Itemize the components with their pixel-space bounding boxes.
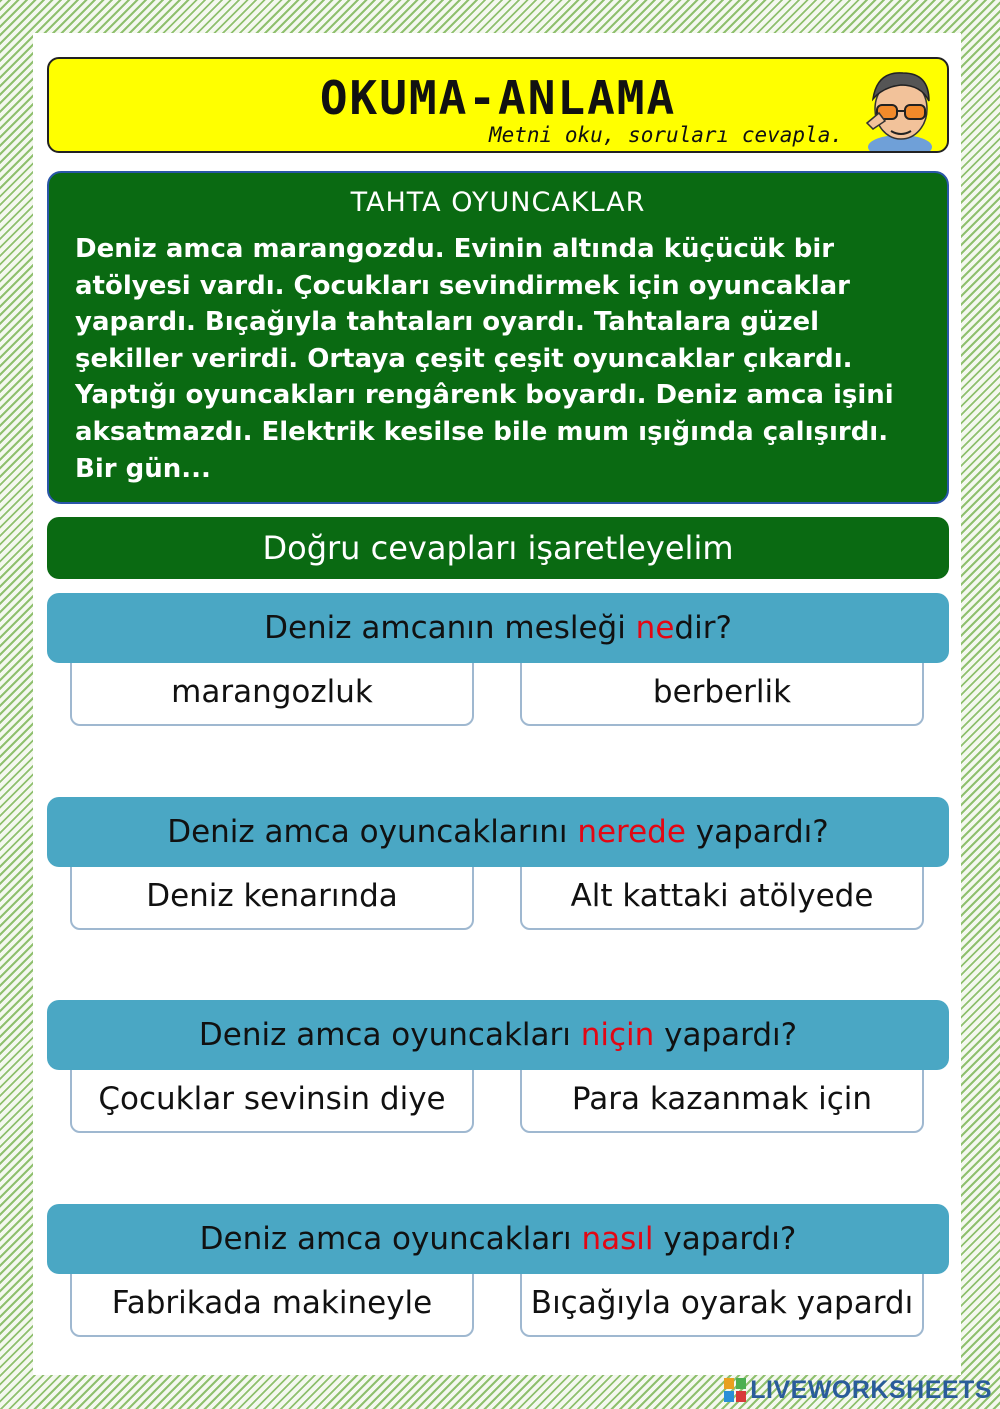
answer-option-1b[interactable]: berberlik <box>520 653 924 726</box>
answer-option-4a[interactable]: Fabrikada makineyle <box>70 1264 474 1337</box>
answer-option-3a[interactable]: Çocuklar sevinsin diye <box>70 1060 474 1133</box>
question-keyword: niçin <box>580 1017 655 1053</box>
story-panel <box>47 171 949 504</box>
answer-option-3b[interactable]: Para kazanmak için <box>520 1060 924 1133</box>
question-keyword: ne <box>635 610 675 646</box>
liveworksheets-brand[interactable] <box>724 1375 992 1405</box>
answer-option-1a[interactable]: marangozluk <box>70 653 474 726</box>
question-2 <box>47 797 949 867</box>
question-block-3 <box>47 1000 949 1140</box>
question-text-before: Deniz amca oyuncaklarını <box>167 814 578 850</box>
instruction-banner: Doğru cevapları işaretleyelim <box>47 517 949 579</box>
question-block-4 <box>47 1204 949 1344</box>
question-text-after: dir? <box>674 610 732 646</box>
answer-option-2b[interactable]: Alt kattaki atölyede <box>520 857 924 930</box>
story-title: TAHTA OYUNCAKLAR <box>350 187 646 218</box>
answer-option-4b[interactable]: Bıçağıyla oyarak yapardı <box>520 1264 924 1337</box>
question-keyword: nasıl <box>581 1221 654 1257</box>
question-text-before: Deniz amca oyuncakları <box>198 1017 581 1053</box>
question-block-1 <box>47 593 949 733</box>
question-text-before: Deniz amcanın mesleği <box>264 610 636 646</box>
liveworksheets-logo-icon <box>724 1378 746 1402</box>
question-3 <box>47 1000 949 1070</box>
header-title: OKUMA-ANLAMA <box>319 71 677 125</box>
question-text-after: yapardı? <box>685 814 829 850</box>
question-1 <box>47 593 949 663</box>
worksheet-header <box>47 57 949 153</box>
answer-option-2a[interactable]: Deniz kenarında <box>70 857 474 930</box>
question-block-2 <box>47 797 949 937</box>
brand-name: LIVEWORKSHEETS <box>750 1375 992 1404</box>
header-subtitle: Metni oku, soruları cevapla. <box>488 123 843 147</box>
question-4 <box>47 1204 949 1274</box>
question-text-before: Deniz amca oyuncakları <box>199 1221 582 1257</box>
question-text-after: yapardı? <box>653 1221 797 1257</box>
story-text: Deniz amca marangozdu. Evinin altında küçücük bir atölyesi vardı. Çocukları sevindirmek için oyuncaklar yapardı. Bıçağıyla tahtaları oyardı. Tahtalara güzel şekiller verirdi. Ortaya çeşit çeşit oyuncaklar çıkardı. Yaptığı oyuncakları rengârenk boyardı. Deniz amca işini aksatmazdı. Elektrik kesilse bile mum ışığında çalışırdı. Bir gün... <box>75 234 894 484</box>
question-text-after: yapardı? <box>654 1017 798 1053</box>
teacher-avatar-icon <box>855 63 945 151</box>
question-keyword: nerede <box>577 814 686 850</box>
